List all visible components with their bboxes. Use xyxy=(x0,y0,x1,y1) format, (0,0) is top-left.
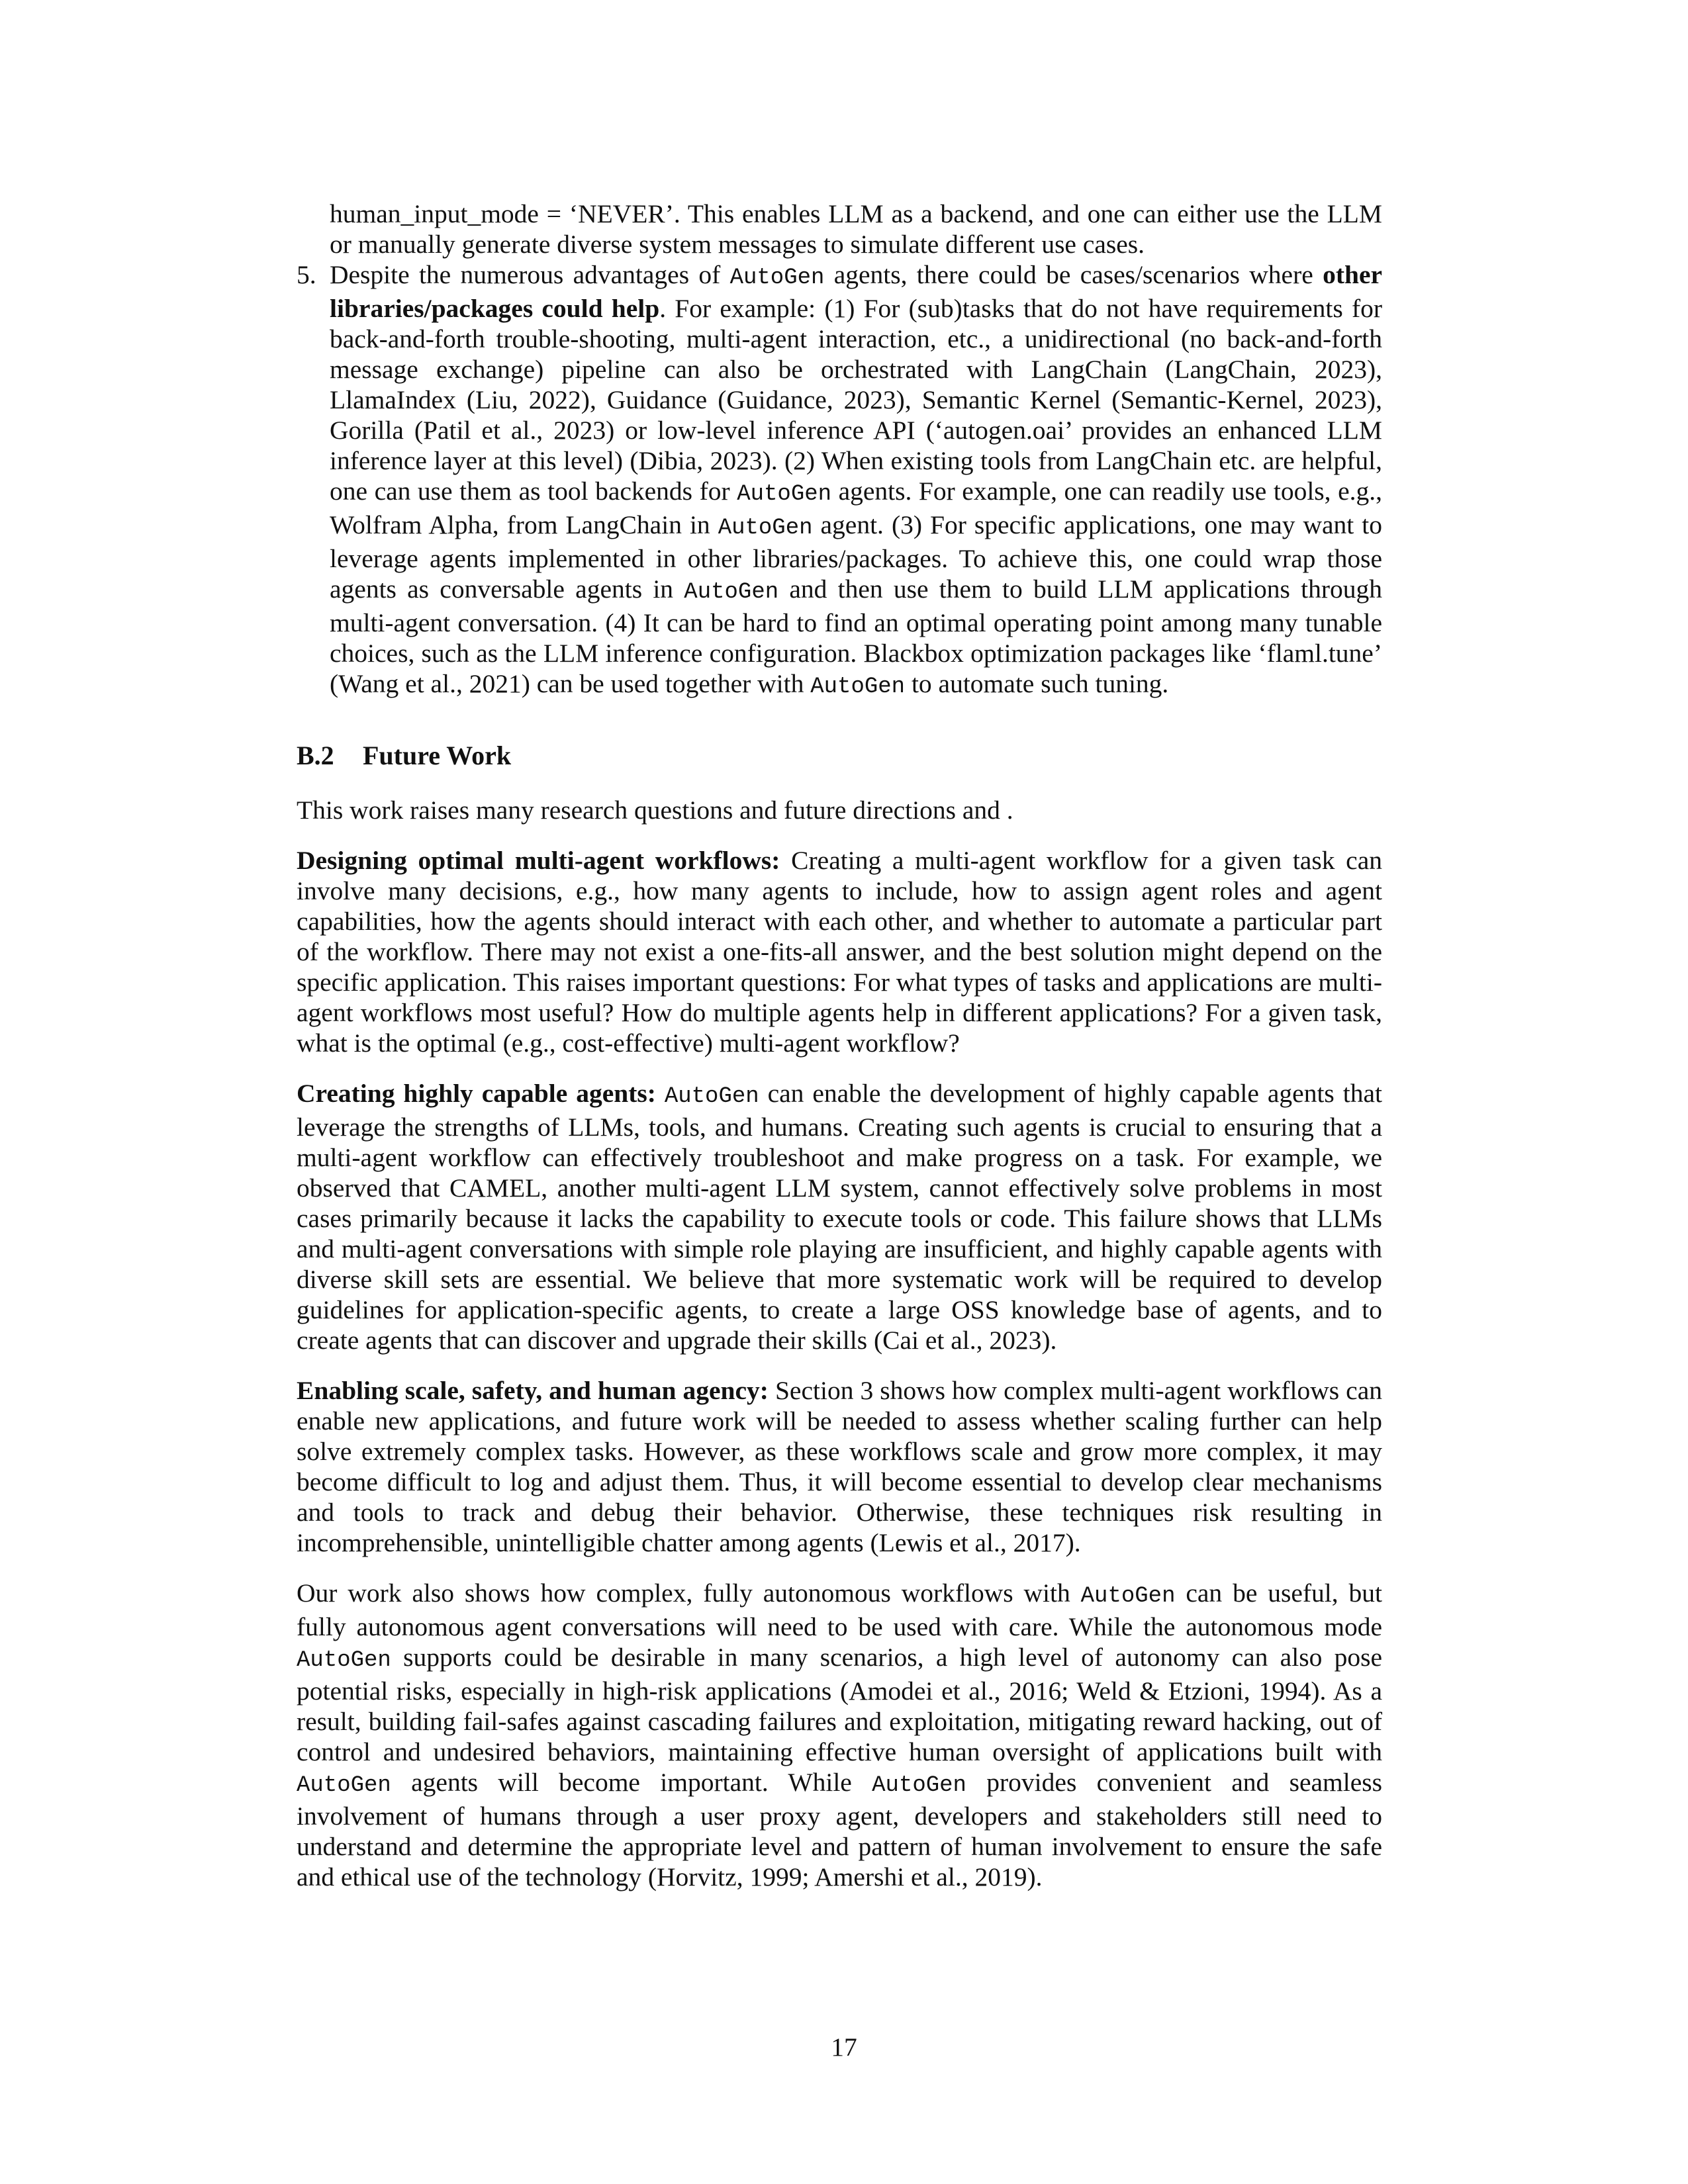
list-item-4-continuation xyxy=(297,199,1382,259)
code-autogen: AutoGen xyxy=(297,1773,391,1798)
item5-text-7: to automate such tuning. xyxy=(905,669,1169,698)
paragraph-text: provides convenient and seamless involvement of humans through a user proxy agent, developers and stakeholders still need to understand and determine the appropriate level and pattern of human involvement to ensure the safe and ethical use of the technology (Horvitz, 1999; Amershi et al., 2019). xyxy=(297,1768,1382,1891)
section-heading xyxy=(297,741,1382,771)
paragraph-text: Our work also shows how complex, fully autonomous workflows with xyxy=(297,1578,1081,1608)
paragraph-lead-bold: Designing optimal multi-agent workflows: xyxy=(297,846,780,875)
paragraph-body: Section 3 shows how complex multi-agent workflows can enable new applications, and future work will be needed to assess whether scaling further can help solve extremely complex tasks. However, as these workflows scale and grow more complex, it may become difficult to log and adjust them. Thus, it will become essential to develop clear mechanisms and tools to track and debug their behavior. Otherwise, these techniques risk resulting in incomprehensible, unintelligible chatter among agents (Lewis et al., 2017). xyxy=(297,1376,1382,1557)
intro-paragraph: This work raises many research questions and future directions and . xyxy=(297,796,1013,825)
item5-bold-phrase: other libraries/packages could help xyxy=(330,260,1383,323)
item5-text-5: agent. (3) For specific applications, one may want to leverage agents implemented in other libraries/packages. To achieve this, one could wrap those agents as conversable agents in xyxy=(330,510,1383,604)
page-number: 17 xyxy=(831,2032,857,2062)
code-autogen: AutoGen xyxy=(684,580,779,605)
item5-text-4: agents. For example, one can readily use tools, e.g., Wolfram Alpha, from LangChain in xyxy=(330,477,1382,539)
code-autogen: AutoGen xyxy=(297,1648,391,1673)
item4-text: human_input_mode = ‘NEVER’. This enables LLM as a backend, and one can either use the LLM or manually generate diverse system messages to simulate different use cases. xyxy=(330,199,1382,259)
item5-text-3: . For example: (1) For (sub)tasks that do not have requirements for back-and-forth trouble-shooting, multi-agent interaction, etc., a unidirectional (no back-and-forth message exchange) pipeline can also be orchestrated with LangChain (LangChain, 2023), LlamaIndex (Liu, 2022), Guidance (Guidance, 2023), Semantic Kernel (Semantic-Kernel, 2023), Gorilla (Patil et al., 2023) or low-level inference API (‘autogen.oai’ provides an enhanced LLM inference layer at this level) (Dibia, 2023). (2) When existing tools from LangChain etc. are helpful, one can use them as tool backends for xyxy=(330,294,1382,506)
paragraph-body: can enable the development of highly capable agents that leverage the strengths of LLMs, tools, and humans. Creating such agents is crucial to ensuring that a multi-agent workflow can effectively troubleshoot and make progress on a task. For example, we observed that CAMEL, another multi-agent LLM system, cannot effectively solve problems in most cases primarily because it lacks the capability to execute tools or code. This failure shows that LLMs and multi-agent conversations with simple role playing are insufficient, and highly capable agents with diverse skill sets are essential. We believe that more systematic work will be required to develop guidelines for application-specific agents, to create a large OSS knowledge base of agents, and to create agents that can discover and upgrade their skills (Cai et al., 2023). xyxy=(297,1079,1382,1355)
item5-text-2: agents, there could be cases/scenarios where xyxy=(824,260,1323,289)
item5-text-1: Despite the numerous advantages of xyxy=(330,260,730,289)
paragraph-creating-agents xyxy=(297,1078,1382,1355)
list-item-number: 5. xyxy=(297,260,316,289)
paper-page-body xyxy=(297,199,1382,1892)
code-autogen: AutoGen xyxy=(810,674,906,700)
paragraph-text: agents will become important. While xyxy=(391,1768,872,1797)
paragraph-lead-bold: Enabling scale, safety, and human agency: xyxy=(297,1376,769,1405)
paragraph-enabling-scale xyxy=(297,1375,1382,1558)
section-title: Future Work xyxy=(363,741,512,770)
paragraph-designing-workflows xyxy=(297,845,1382,1058)
code-autogen: AutoGen xyxy=(729,265,825,291)
paragraph-body: Creating a multi-agent workflow for a given task can involve many decisions, e.g., how many agents to include, how to assign agent roles and agent capabilities, how the agents should interact with each other, and whether to automate a particular part of the workflow. There may not exist a one-fits-all answer, and the best solution might depend on the specific application. This raises important questions: For what types of tasks and applications are multi-agent workflows most useful? How do multiple agents help in different applications? For a given task, what is the optimal (e.g., cost-effective) multi-agent workflow? xyxy=(297,846,1382,1058)
paragraph-text: can be useful, but fully autonomous agent conversations will need to be used with care. While the autonomous mode xyxy=(297,1578,1382,1641)
code-autogen: AutoGen xyxy=(737,482,832,507)
paragraph-text: supports could be desirable in many scenarios, a high level of autonomy can also pose potential risks, especially in high-risk applications (Amodei et al., 2016; Weld & Etzioni, 1994). As a result, building fail-safes against cascading failures and exploitation, mitigating reward hacking, out of control and undesired behaviors, maintaining effective human oversight of applications built with xyxy=(297,1643,1382,1766)
list-item-5 xyxy=(297,259,1382,702)
code-autogen: AutoGen xyxy=(718,516,813,541)
section-number: B.2 xyxy=(297,741,334,770)
paragraph-our-work xyxy=(297,1578,1382,1892)
paragraph-lead-bold: Creating highly capable agents: xyxy=(297,1079,656,1108)
item5-text-6: and then use them to build LLM applications through multi-agent conversation. (4) It can be hard to find an optimal operating point among many tunable choices, such as the LLM inference configuration. Blackbox optimization packages like ‘flaml.tune’ (Wang et al., 2021) can be used together with xyxy=(330,574,1383,698)
code-autogen: AutoGen xyxy=(664,1084,759,1109)
code-autogen: AutoGen xyxy=(872,1773,966,1798)
code-autogen: AutoGen xyxy=(1080,1584,1176,1609)
